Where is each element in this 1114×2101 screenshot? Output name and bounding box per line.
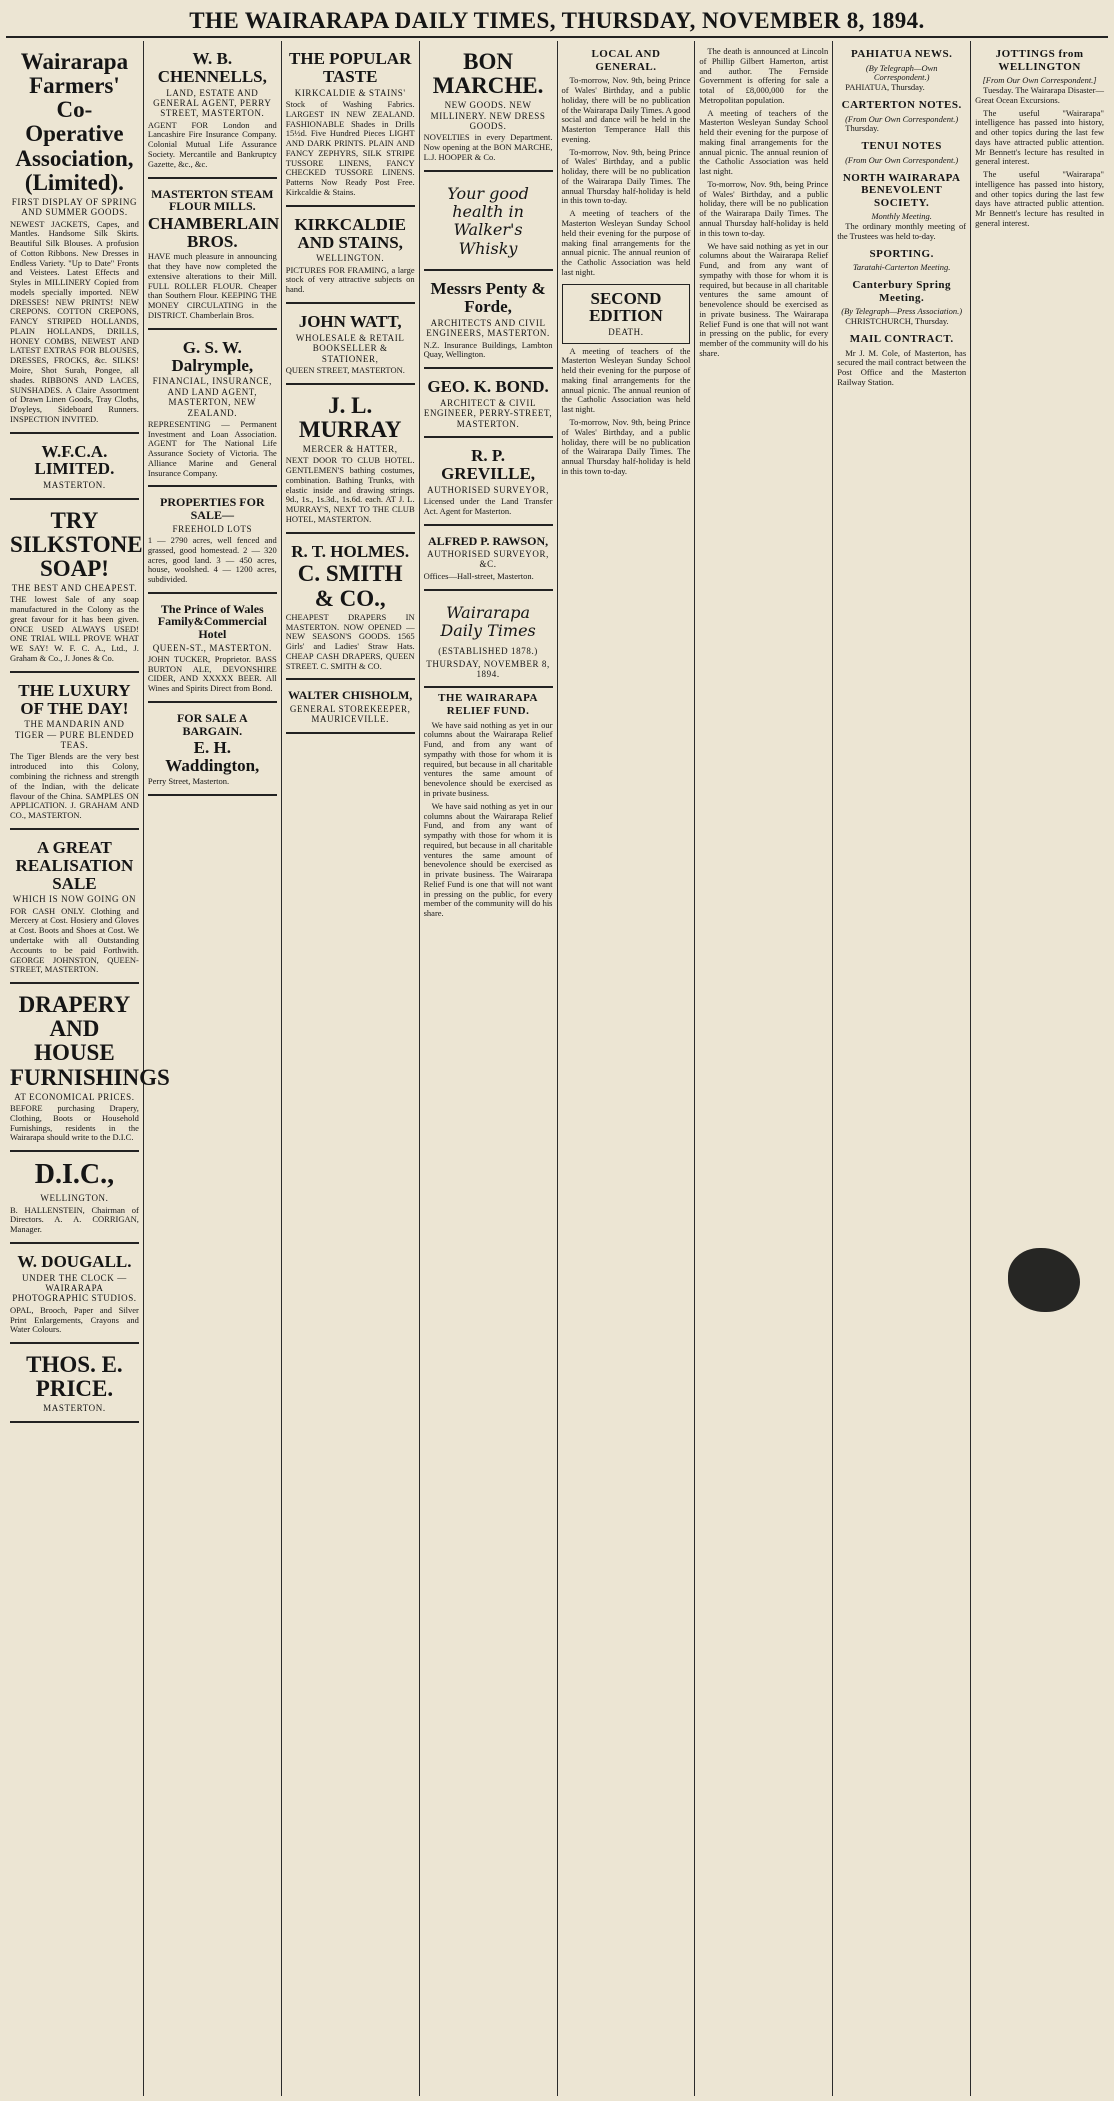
ad-subhead: WHICH IS NOW GOING ON bbox=[12, 894, 137, 905]
ad-body: FOR CASH ONLY. Clothing and Mercery at Cost. Hosiery and Gloves at Cost. Boots and Shoes at Cost. We undertake with all Outstanding Accounts to be paid Forthwith. GEORGE JOHNSTON, QUEEN-STREET, MASTERTON. bbox=[10, 905, 139, 975]
news-paragraph: Thursday. bbox=[845, 123, 879, 134]
ad-body: NEXT DOOR TO CLUB HOTEL. GENTLEMEN'S bathing costumes, combination. Bathing Trunks, with elastic inside and drawing strings. 9d., 1s., 1s.3d., 1s.6d. each. AT J. L. MURRAY'S, NEXT TO THE CLUB HOTEL, MASTERTON. bbox=[285, 455, 415, 524]
ad-subhead: E. H. Waddington, bbox=[165, 738, 260, 776]
section-byline: (By Telegraph—Press Association.) bbox=[841, 306, 963, 317]
ad-body: N.Z. Insurance Buildings, Lambton Quay, Wellington. bbox=[423, 339, 553, 360]
ad-headline: Messrs Penty & Forde, bbox=[430, 279, 546, 317]
ad-body: THE lowest Sale of any soap manufactured in the Colony as the great favour for it has been given. ONCE USED ALWAYS USED! ONE TRIAL WILL PROVE WHAT WE SAY! W. F. C. A., Ltd., J. Graham & Co., J. Jones & Co. bbox=[10, 594, 139, 663]
ad-realisation-sale bbox=[10, 834, 139, 984]
column-5 bbox=[558, 41, 696, 2096]
ad-kirkcaldie-stains bbox=[286, 211, 415, 304]
editorial-relief-fund bbox=[424, 692, 553, 919]
news-paragraph: The death is announced at Lincoln of Phillip Gilbert Hamerton, artist and author. The Fernside Government is offering for sale a total of £8,000,000 for the Metropolitan population. bbox=[699, 46, 829, 105]
section-byline: (From Our Own Correspondent.) bbox=[845, 154, 959, 165]
column-7 bbox=[833, 41, 971, 2096]
ad-body: NOVELTIES in every Department. Now opening at the BON MARCHE, L.J. HOOPER & Co. bbox=[423, 132, 553, 162]
ad-body: AGENT FOR London and Lancashire Fire Insurance Company. Colonial Mutual Life Assurance Society. Mercantile and Bankruptcy Gazette, &c., &c. bbox=[147, 119, 277, 169]
ad-dougall bbox=[10, 1248, 139, 1344]
ad-body: Licensed under the Land Transfer Act. Agent for Masterton. bbox=[423, 495, 553, 516]
ad-subhead: THE MANDARIN AND TIGER — PURE BLENDED TEAS. bbox=[14, 719, 135, 751]
news-column bbox=[699, 47, 828, 359]
ad-headline: THE LUXURY OF THE DAY! bbox=[18, 680, 131, 718]
ad-headline: The Prince of Wales Family&Commercial Hotel bbox=[157, 601, 267, 641]
ad-subhead: AUTHORISED SURVEYOR, &C. bbox=[427, 549, 549, 570]
ad-subhead: LAND, ESTATE AND GENERAL AGENT, PERRY STREET, MASTERTON. bbox=[153, 87, 272, 119]
section-title: MAIL CONTRACT. bbox=[849, 332, 954, 345]
ad-headline: J. L. MURRAY bbox=[298, 392, 402, 442]
canterbury-meeting bbox=[837, 279, 966, 327]
ad-kirkcaldie-fabrics bbox=[286, 45, 415, 207]
sporting bbox=[837, 248, 966, 273]
news-paragraph: To-morrow, Nov. 9th, being Prince of Wales' Birthday, and a public holiday, there will be no publication of the Wairarapa Daily Times. The annual Thursday half-holiday is held in this town to-day. bbox=[561, 146, 691, 206]
ad-geo-bond bbox=[424, 373, 553, 438]
ad-subhead: C. SMITH & CO., bbox=[297, 561, 403, 611]
ad-prince-of-wales-hotel bbox=[148, 598, 277, 703]
section-byline: Monthly Meeting. bbox=[871, 211, 932, 222]
editorial-paragraph: We have said nothing as yet in our columns about the Wairarapa Relief Fund, and from any want of sympathy with those for whom it is required, but because in all charitable ventures the same amount of benevolence should be exercised as in private business. The Wairarapa Relief Fund is one that will not want in pressing on the public, for every member of the community will do his share. bbox=[423, 800, 553, 919]
ad-body: B. HALLENSTEIN, Chairman of Directors. A. A. CORRIGAN, Manager. bbox=[10, 1204, 139, 1235]
ad-body: HAVE much pleasure in announcing that they have now completed the extensive alterations to their Mill. FULL ROLLER FLOUR. Cheaper than Southern Flour. KEEPING THE MONEY CIRCULATING in the DISTRICT. Chamberlain Bros. bbox=[147, 251, 277, 321]
death-notice-title: DEATH. bbox=[608, 327, 644, 338]
news-paragraph: Mr J. M. Cole, of Masterton, has secured the mail contract between the Post Office and the Masterton Railway Station. bbox=[837, 347, 967, 387]
ad-subhead: MASTERTON. bbox=[43, 1403, 106, 1414]
pahiatua-news bbox=[837, 48, 966, 93]
news-paragraph: Tuesday. The Wairarapa Disaster—Great Ocean Excursions. bbox=[975, 85, 1104, 105]
news-paragraph: To-morrow, Nov. 9th, being Prince of Wales' Birthday, and a public holiday, there will be no publication of the Wairarapa Daily Times. The annual Thursday half-holiday is held in this town to-day. bbox=[561, 416, 691, 476]
ad-subhead: AUTHORISED SURVEYOR, bbox=[427, 484, 549, 495]
ad-subhead: WHOLESALE & RETAIL BOOKSELLER & STATIONER, bbox=[295, 332, 405, 364]
ad-body: Offices—Hall-street, Masterton. bbox=[423, 570, 534, 581]
ad-body: OPAL, Brooch, Paper and Silver Print Enlargements, Crayons and Water Colours. bbox=[10, 1304, 139, 1335]
ad-body: 1 — 2790 acres, well fenced and grassed, good homestead. 2 — 320 acres, good land. 3 — 450 acres, house, woolshed. 4 — 1200 acres, subdivided. bbox=[147, 534, 277, 585]
editorial-paper-name: Wairarapa Daily Times bbox=[440, 602, 536, 640]
ad-body: The Tiger Blends are the very best introduced into this Colony, combining the richness and strength of the Indian, with the delicate flavour of the China. SAMPLES ON APPLICATION. J. GRAHAM AND CO., MASTERTON. bbox=[10, 751, 139, 821]
ad-flour-mills bbox=[147, 183, 280, 330]
ad-headline: G. S. W. Dalrymple, bbox=[171, 337, 254, 375]
local-general bbox=[562, 48, 691, 278]
ad-price bbox=[10, 1348, 139, 1423]
section-title: JOTTINGS from WELLINGTON bbox=[995, 48, 1084, 73]
second-edition bbox=[562, 284, 691, 344]
editorial-title: THE WAIRARAPA RELIEF FUND. bbox=[438, 692, 539, 718]
news-paragraph: A meeting of teachers of the Masterton Wesleyan Sunday School held their evening for the purpose of making final arrangements for the annual picnic. The annual reunion of the Catholic Association was held last night. bbox=[561, 208, 691, 277]
ad-chennells bbox=[148, 45, 277, 179]
ad-smith bbox=[286, 538, 415, 681]
ad-drapery bbox=[10, 988, 170, 1152]
ad-greville bbox=[424, 442, 553, 526]
carterton-notes bbox=[837, 99, 966, 134]
ad-subhead: WELLINGTON. bbox=[40, 1193, 109, 1204]
ad-headline: Wairarapa Farmers' Co-Operative Association, (Limited). bbox=[15, 49, 134, 195]
ad-subhead: FIRST DISPLAY OF SPRING AND SUMMER GOODS. bbox=[11, 196, 138, 218]
column-4 bbox=[420, 41, 558, 2096]
ad-subhead: KIRKCALDIE & STAINS' bbox=[294, 87, 406, 98]
ad-headline: MASTERTON STEAM FLOUR MILLS. bbox=[151, 186, 274, 214]
ad-headline: BON MARCHE. bbox=[432, 49, 544, 99]
second-edition-title: SECOND EDITION bbox=[589, 288, 663, 326]
section-title: CARTERTON NOTES. bbox=[841, 98, 962, 111]
ad-headline: KIRKCALDIE AND STAINS, bbox=[294, 214, 406, 252]
news-paragraph: CHRISTCHURCH, Thursday. bbox=[845, 316, 949, 327]
ad-headline: THE POPULAR TASTE bbox=[289, 49, 412, 86]
ad-luxury-tea bbox=[10, 677, 139, 830]
section-title: LOCAL AND GENERAL. bbox=[591, 48, 661, 73]
ad-body: BEFORE purchasing Drapery, Clothing, Boots or Household Furnishings, residents in the Wairarapa should write to the D.I.C. bbox=[10, 1102, 139, 1143]
ad-subhead: UNDER THE CLOCK — WAIRARAPA PHOTOGRAPHIC STUDIOS. bbox=[12, 1272, 137, 1304]
ad-subhead: NEW GOODS. NEW MILLINERY. NEW DRESS GOODS. bbox=[430, 100, 546, 131]
ad-subhead: FREEHOLD LOTS bbox=[172, 523, 253, 534]
ad-body: Stock of Washing Fabrics. LARGEST IN NEW ZEALAND. FASHIONABLE Shades in Drills 15½d. Five Hundred Pieces LIGHT AND DARK PRINTS. PLAIN AND FANCY ZEPHYRS, SILK STRIPE TUSSORE LINENS, FANCY CHECKED TUSSORE LINENS. Patterns Now Ready Post Free. Kirkcaldie & Stains. bbox=[285, 99, 415, 197]
ad-subhead: CHAMBERLAIN BROS. bbox=[147, 213, 280, 251]
ad-subhead: AT ECONOMICAL PRICES. bbox=[14, 1091, 135, 1102]
ad-headline: THOS. E. PRICE. bbox=[26, 1352, 123, 1402]
ad-headline: WALTER CHISHOLM, bbox=[288, 688, 413, 703]
news-paragraph: A meeting of teachers of the Masterton Wesleyan Sunday School held their evening for the purpose of making final arrangements for the annual picnic. The annual reunion of the Catholic Association was held last night. bbox=[561, 345, 691, 415]
news-paragraph: To-morrow, Nov. 9th, being Prince of Wales' Birthday, and a public holiday, there will be no publication of the Wairarapa Daily Times. The annual Thursday half-holiday is held in this town to-day. bbox=[699, 178, 829, 238]
column-1 bbox=[6, 41, 170, 2096]
jottings-wellington bbox=[975, 48, 1104, 229]
ink-blot bbox=[1008, 1248, 1080, 1312]
ad-headline: R. T. HOLMES. bbox=[291, 541, 410, 561]
ad-subhead: ARCHITECTS AND CIVIL ENGINEERS, MASTERTON. bbox=[426, 317, 550, 339]
news-paragraph: To-morrow, Nov. 9th, being Prince of Wales' Birthday, and a public holiday, there will be no publication of the Wairarapa Daily Times. A good social and dance will be held in the Masterton Temperance Hall this evening. bbox=[561, 75, 691, 144]
ad-subhead: MERCER & HATTER, bbox=[302, 443, 398, 454]
ad-headline: ALFRED P. RAWSON, bbox=[427, 533, 549, 548]
ad-bargain bbox=[148, 707, 277, 796]
ad-silkstone-soap bbox=[10, 504, 143, 673]
ad-dalrymple bbox=[148, 334, 277, 488]
news-paragraph: The ordinary monthly meeting of the Trustees was held to-day. bbox=[837, 221, 967, 241]
ad-subhead: THE BEST AND CHEAPEST. bbox=[11, 583, 138, 594]
column-3 bbox=[282, 41, 420, 2096]
ad-headline: W. DOUGALL. bbox=[17, 1251, 132, 1271]
ad-headline: A GREAT REALISATION SALE bbox=[15, 837, 134, 893]
section-byline: Taratahi-Carterton Meeting. bbox=[852, 262, 951, 273]
masthead-rule bbox=[6, 36, 1108, 38]
editorial-paragraph: We have said nothing as yet in our columns about the Wairarapa Relief Fund, and from any want of sympathy with those for whom it is required, but because in all charitable ventures the same amount of benevolence should be exercised as in private business. bbox=[423, 719, 553, 799]
ad-subhead: FINANCIAL, INSURANCE, AND LAND AGENT, MASTERTON, NEW ZEALAND. bbox=[152, 376, 272, 418]
ad-headline: FOR SALE A BARGAIN. bbox=[176, 710, 248, 738]
ad-body: Perry Street, Masterton. bbox=[147, 775, 230, 786]
ad-headline: W. B. CHENNELLS, bbox=[157, 49, 267, 86]
ad-subhead: WELLINGTON. bbox=[316, 253, 385, 264]
section-byline: (By Telegraph—Own Correspondent.) bbox=[865, 62, 938, 83]
ad-dic bbox=[10, 1156, 139, 1244]
tenui-notes bbox=[837, 140, 966, 165]
section-title: PAHIATUA NEWS. bbox=[851, 48, 953, 60]
ad-properties bbox=[148, 491, 277, 593]
ad-subhead: GENERAL STOREKEEPER, MAURICEVILLE. bbox=[289, 703, 411, 725]
ad-farmers-coop bbox=[10, 45, 139, 434]
news-paragraph: We have said nothing as yet in our columns about the Wairarapa Relief Fund, and from any want of sympathy with those for whom it is required, but because in all charitable ventures the same amount of benevolence should be exercised as in private business. The Wairarapa Relief Fund is one that will not want in pressing on the public, for every member of the community will do his share. bbox=[699, 240, 829, 358]
ad-headline: PROPERTIES FOR SALE— bbox=[160, 495, 265, 523]
ad-rawson bbox=[424, 530, 553, 591]
mail-contract bbox=[837, 333, 966, 388]
ad-walkers-whisky bbox=[424, 176, 553, 272]
editorial-date: THURSDAY, NOVEMBER 8, 1894. bbox=[426, 658, 550, 680]
ad-subhead: ARCHITECT & CIVIL ENGINEER, PERRY-STREET, MASTERTON. bbox=[423, 397, 553, 429]
section-byline: (From Our Own Correspondent.) bbox=[845, 113, 959, 124]
ad-subhead: MASTERTON. bbox=[43, 480, 106, 491]
ad-body: REPRESENTING — Permanent Investment and Loan Association. AGENT for The National Life Assurance Society of Victoria. The Alliance Marine and General Insurance Company. bbox=[147, 418, 277, 478]
ad-body: JOHN TUCKER, Proprietor. BASS BURTON ALE, DEVONSHIRE CIDER, AND XXXXX BEER. All Wines and Spirits Direct from Bond. bbox=[147, 653, 277, 694]
masthead-title: THE WAIRARAPA DAILY TIMES, THURSDAY, NOVEMBER 8, 1894. bbox=[189, 8, 925, 33]
news-paragraph: PAHIATUA, Thursday. bbox=[845, 82, 925, 93]
ad-script-line: Your good health in Walker's Whisky bbox=[447, 183, 529, 258]
ad-subhead: QUEEN-ST., MASTERTON. bbox=[152, 642, 272, 653]
ad-headline: JOHN WATT, bbox=[298, 312, 402, 332]
news-paragraph: The useful "Wairarapa" intelligence has passed into history, and other topics during the last few days have attracted public attention. Mr Bennett's lecture has resulted in general interest. bbox=[975, 107, 1104, 167]
news-paragraph: The useful "Wairarapa" intelligence has passed into history, and other topics during the last few days have attracted public attention. Mr Bennett's lecture has resulted in general interest. bbox=[975, 169, 1104, 228]
ad-body: NEWEST JACKETS, Capes, and Mantles. Handsome Silk Skirts. Beautiful Silk Blouses. A profusion of Cotton Ribbons. New Dresses in Endless Variety. "Up to Date" Fronts and Veistees. Latest Effects and Styles in MILLINERY Copied from models specially imported. NEW DRESSES! NEW PRINTS! NEW CREPONS. COTTON CREPONS, FANCY STRIPED HOLLANDS, PLAIN HOLLANDS, DRILLS, HONEY COMBS, NEWEST AND LATEST EXTRAS FOR BLOUSES, DRESSES, FROCKS, &c. SILKS! Moire, Shot Surah, Pongee, all shades. RIBBONS AND LACES, SUNSHADES. A Claire Assortment of Drawn Linen Goods, Tray Cloths, D'oyleys, Sideboard Runners. INSPECTION INVITED. bbox=[10, 218, 139, 424]
ad-headline: W.F.C.A. LIMITED. bbox=[34, 441, 115, 479]
section-title: Canterbury Spring Meeting. bbox=[852, 279, 952, 304]
section-byline: [From Our Own Correspondent.] bbox=[982, 75, 1097, 86]
ad-body: PICTURES FOR FRAMING, a large stock of very attractive subjects on hand. bbox=[285, 264, 415, 295]
ad-bon-marche bbox=[424, 45, 553, 172]
ad-john-watt bbox=[286, 308, 415, 385]
column-8 bbox=[971, 41, 1108, 2096]
ad-penty-forde bbox=[424, 275, 553, 369]
ad-headline: GEO. K. BOND. bbox=[427, 377, 549, 397]
benevolent-society bbox=[837, 172, 966, 242]
ad-headline: R. P. GREVILLE, bbox=[441, 445, 536, 483]
ad-headline: TRY SILKSTONE SOAP! bbox=[10, 507, 143, 581]
section-title: SPORTING. bbox=[869, 247, 934, 260]
ad-chisholm bbox=[286, 684, 415, 733]
column-2 bbox=[144, 41, 282, 2096]
ad-headline: DRAPERY AND HOUSE FURNISHINGS bbox=[10, 992, 170, 1090]
section-title: NORTH WAIRARAPA BENEVOLENT SOCIETY. bbox=[842, 171, 961, 209]
ad-body: CHEAPEST DRAPERS IN MASTERTON. NOW OPENED — NEW SEASON'S GOODS. 1565 Girls' and Ladies' Straw Hats. CHEAP CASH DRAPERS, QUEEN STREET. C. SMITH & CO. bbox=[285, 611, 415, 671]
ad-wfca bbox=[10, 438, 139, 500]
columns-container bbox=[6, 41, 1108, 2096]
ad-headline: D.I.C., bbox=[34, 1159, 115, 1191]
local-general-continued bbox=[562, 347, 691, 477]
editorial-established: (ESTABLISHED 1878.) bbox=[438, 646, 538, 657]
ad-body: QUEEN STREET, MASTERTON. bbox=[285, 364, 405, 375]
section-title: TENUI NOTES bbox=[861, 140, 942, 153]
editorial-masthead bbox=[424, 595, 553, 689]
news-paragraph: A meeting of teachers of the Masterton Wesleyan Sunday School held their evening for the purpose of making final arrangements for the annual picnic. The annual reunion of the Catholic Association was held last night. bbox=[699, 107, 829, 177]
column-6 bbox=[695, 41, 833, 2096]
ad-murray bbox=[286, 389, 415, 534]
